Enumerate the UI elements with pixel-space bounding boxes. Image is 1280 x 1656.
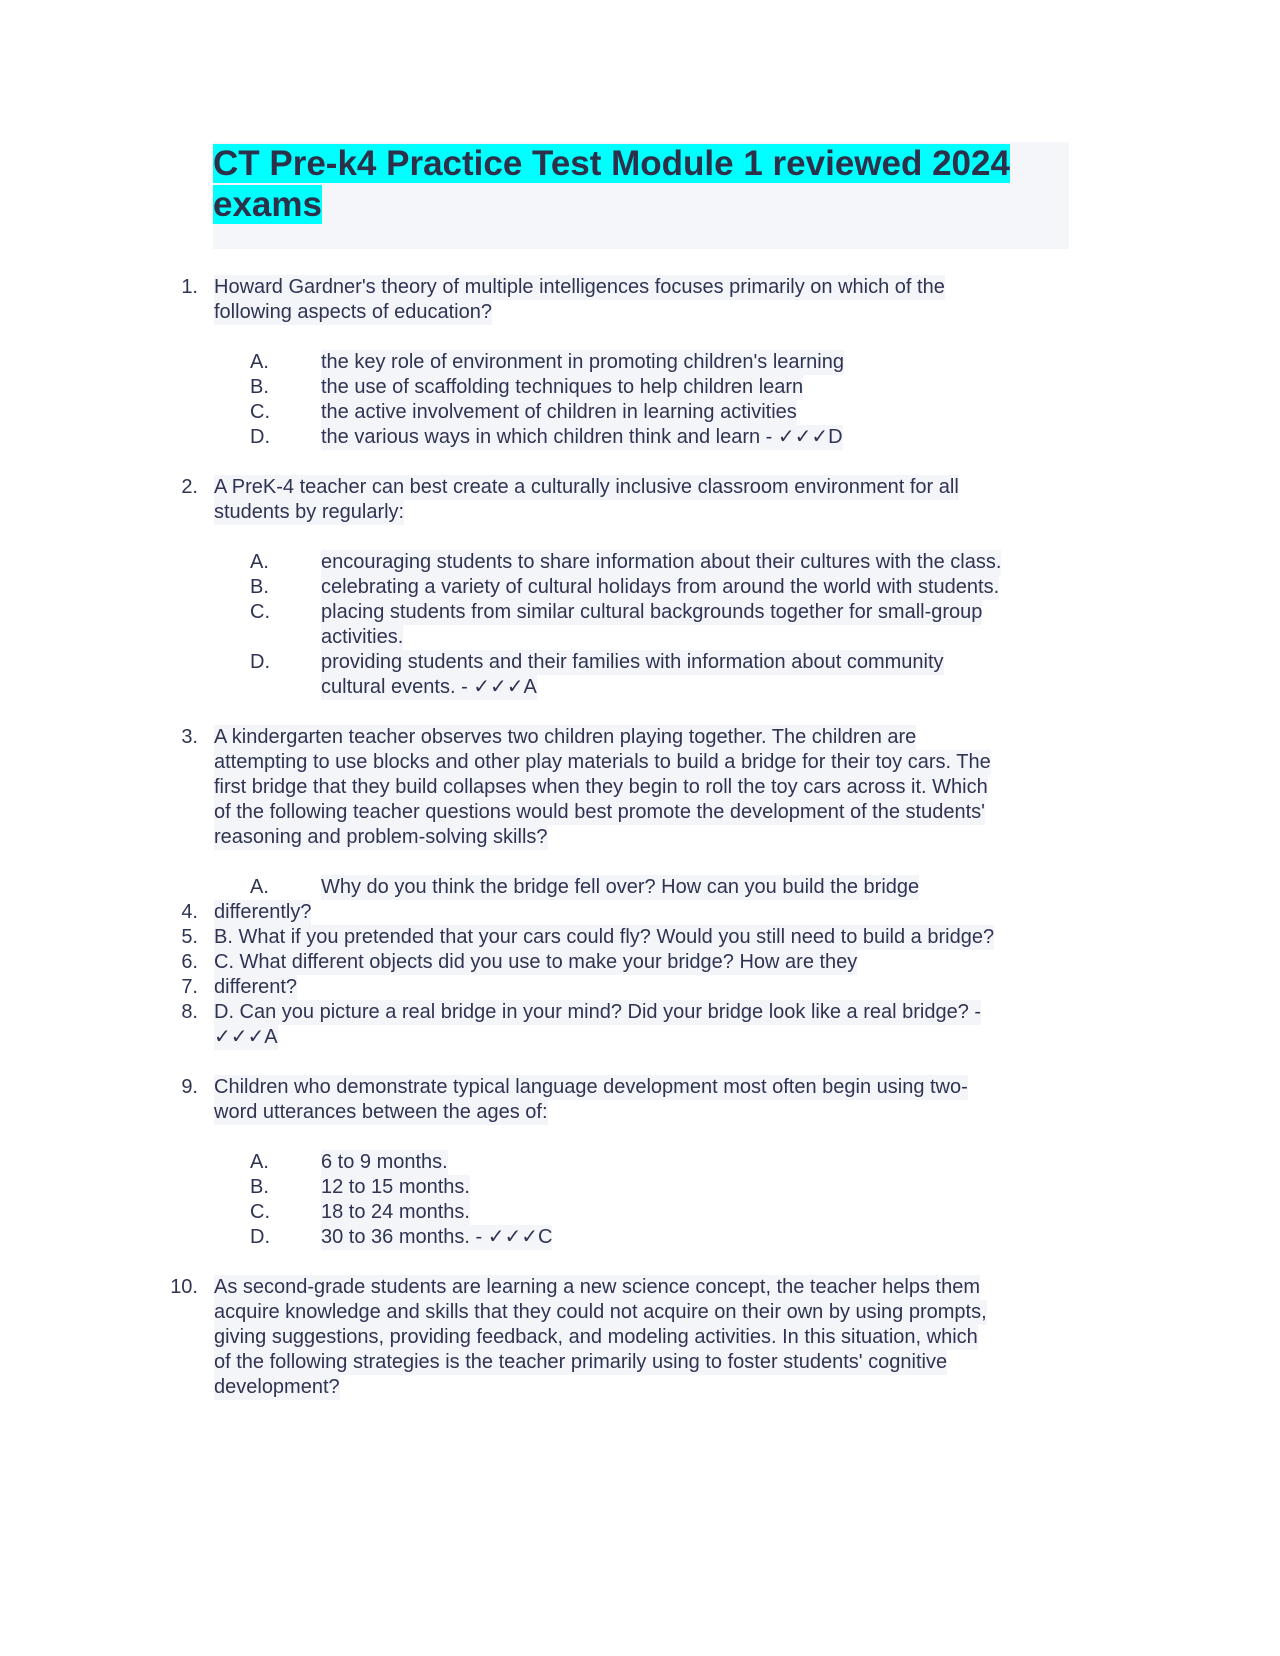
question-number: 9. — [181, 1076, 198, 1098]
spacer — [0, 700, 1280, 725]
option-text: the use of scaffolding techniques to help children learn — [321, 376, 804, 398]
question-text: A PreK-4 teacher can best create a culturally inclusive classroom environment for all — [214, 476, 959, 498]
question-line — [0, 275, 1280, 300]
question-text: giving suggestions, providing feedback, and modeling activities. In this situation, which — [214, 1326, 978, 1348]
question-line — [0, 1375, 1280, 1400]
question-line — [0, 1000, 1280, 1025]
question-line — [0, 900, 1280, 925]
option-line — [0, 1200, 1280, 1225]
question-number: 1. — [181, 276, 198, 298]
option-letter: A. — [250, 351, 269, 373]
question-line — [0, 1025, 1280, 1050]
spacer — [0, 1125, 1280, 1150]
question-line — [0, 1350, 1280, 1375]
spacer — [0, 525, 1280, 550]
option-text: 6 to 9 months. — [321, 1151, 448, 1173]
question-text: students by regularly: — [214, 501, 405, 523]
question-list — [0, 275, 1280, 1400]
spacer — [0, 325, 1280, 350]
option-text: providing students and their families with information about community — [321, 651, 944, 673]
question-line — [0, 775, 1280, 800]
option-line — [0, 425, 1280, 450]
question-text: differently? — [214, 901, 312, 923]
spacer — [0, 450, 1280, 475]
question-line — [0, 1075, 1280, 1100]
question-text: Children who demonstrate typical language development most often begin using two- — [214, 1076, 968, 1098]
question-text: Howard Gardner's theory of multiple intelligences focuses primarily on which of the — [214, 276, 945, 298]
question-number: 7. — [181, 976, 198, 998]
spacer — [0, 1250, 1280, 1275]
question-text: As second-grade students are learning a new science concept, the teacher helps them — [214, 1276, 981, 1298]
option-text: placing students from similar cultural backgrounds together for small-group — [321, 601, 983, 623]
option-text: 12 to 15 months. — [321, 1176, 470, 1198]
question-line — [0, 950, 1280, 975]
question-number: 8. — [181, 1001, 198, 1023]
question-number: 3. — [181, 726, 198, 748]
option-text: the key role of environment in promoting children's learning — [321, 351, 844, 373]
option-text: the active involvement of children in learning activities — [321, 401, 797, 423]
option-letter: B. — [250, 1176, 269, 1198]
option-letter: A. — [250, 1151, 269, 1173]
option-letter: B. — [250, 576, 269, 598]
question-text: D. Can you picture a real bridge in your mind? Did your bridge look like a real bridge? - — [214, 1001, 982, 1023]
option-line — [0, 600, 1280, 625]
question-text: B. What if you pretended that your cars could fly? Would you still need to build a bridge? — [214, 926, 995, 948]
question-text: acquire knowledge and skills that they could not acquire on their own by using prompts, — [214, 1301, 987, 1323]
question-text: following aspects of education? — [214, 301, 492, 323]
option-letter: C. — [250, 401, 270, 423]
question-line — [0, 750, 1280, 775]
option-line — [0, 1225, 1280, 1250]
question-line — [0, 975, 1280, 1000]
option-letter: A. — [250, 876, 269, 898]
option-line — [0, 400, 1280, 425]
option-text: Why do you think the bridge fell over? How can you build the bridge — [321, 876, 920, 898]
question-line — [0, 1275, 1280, 1300]
question-number: 6. — [181, 951, 198, 973]
question-text: development? — [214, 1376, 340, 1398]
question-line — [0, 925, 1280, 950]
option-line — [0, 575, 1280, 600]
option-line — [0, 550, 1280, 575]
question-number: 5. — [181, 926, 198, 948]
question-line — [0, 500, 1280, 525]
question-line — [0, 1300, 1280, 1325]
option-text: 18 to 24 months. — [321, 1201, 470, 1223]
title-line-2: exams — [213, 185, 322, 224]
question-line — [0, 300, 1280, 325]
option-text: celebrating a variety of cultural holidays from around the world with students. — [321, 576, 1000, 598]
option-letter: D. — [250, 651, 270, 673]
question-line — [0, 1325, 1280, 1350]
option-line — [0, 350, 1280, 375]
option-line — [0, 675, 1280, 700]
option-text: activities. — [321, 626, 404, 648]
question-line — [0, 475, 1280, 500]
question-text: different? — [214, 976, 298, 998]
option-line — [0, 650, 1280, 675]
title-line-1: CT Pre-k4 Practice Test Module 1 reviewed 2024 — [213, 144, 1010, 183]
option-text: cultural events. - ✓✓✓A — [321, 676, 537, 698]
option-letter: D. — [250, 426, 270, 448]
option-line — [0, 625, 1280, 650]
option-letter: C. — [250, 601, 270, 623]
option-text: the various ways in which children think and learn - ✓✓✓D — [321, 426, 843, 448]
question-line — [0, 825, 1280, 850]
option-letter: B. — [250, 376, 269, 398]
question-number: 10. — [170, 1276, 198, 1298]
question-text: first bridge that they build collapses when they begin to roll the toy cars across it. Which — [214, 776, 988, 798]
question-number: 4. — [181, 901, 198, 923]
question-line — [0, 725, 1280, 750]
spacer — [0, 850, 1280, 875]
option-line — [0, 1150, 1280, 1175]
question-text: A kindergarten teacher observes two children playing together. The children are — [214, 726, 917, 748]
question-text: of the following teacher questions would best promote the development of the students' — [214, 801, 985, 823]
option-line — [0, 375, 1280, 400]
question-text: word utterances between the ages of: — [214, 1101, 548, 1123]
question-text: of the following strategies is the teacher primarily using to foster students' cognitive — [214, 1351, 948, 1373]
option-letter: D. — [250, 1226, 270, 1248]
option-letter: C. — [250, 1201, 270, 1223]
option-line — [0, 875, 1280, 900]
question-line — [0, 800, 1280, 825]
option-letter: A. — [250, 551, 269, 573]
question-text: C. What different objects did you use to make your bridge? How are they — [214, 951, 858, 973]
question-text: ✓✓✓A — [214, 1026, 278, 1048]
option-line — [0, 1175, 1280, 1200]
question-line — [0, 1100, 1280, 1125]
question-number: 2. — [181, 476, 198, 498]
option-text: encouraging students to share information about their cultures with the class. — [321, 551, 1002, 573]
option-text: 30 to 36 months. - ✓✓✓C — [321, 1226, 553, 1248]
page-title — [213, 143, 1073, 225]
question-text: reasoning and problem-solving skills? — [214, 826, 548, 848]
question-text: attempting to use blocks and other play materials to build a bridge for their toy cars. The — [214, 751, 991, 773]
spacer — [0, 1050, 1280, 1075]
